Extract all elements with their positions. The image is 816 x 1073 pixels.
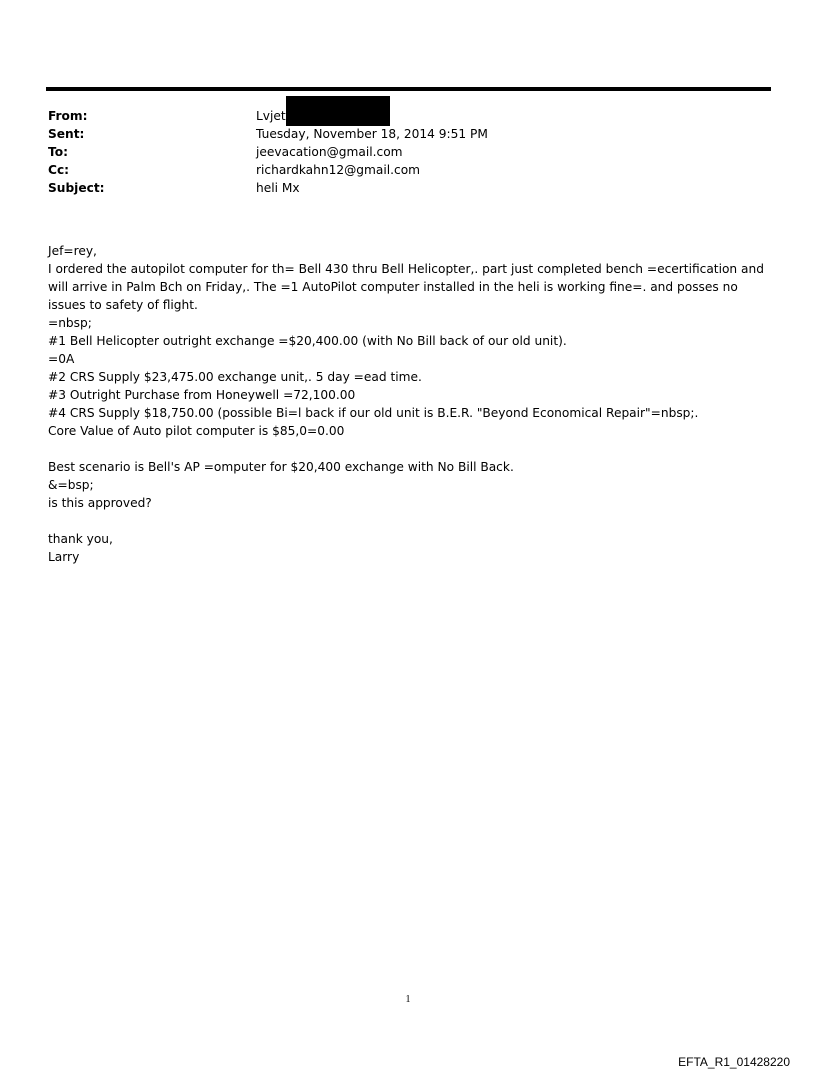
to-label: To: xyxy=(48,145,68,159)
cc-row xyxy=(48,161,768,179)
paragraph-1: I ordered the autopilot computer for th= Bell 430 thru Bell Helicopter,. part just completed bench =ecertification and will arrive in Palm Bch on Friday,. The =1 AutoPilot computer installed in the heli is working fine=. and posses no issues to safety of flight. xyxy=(48,262,764,312)
core-value: Core Value of Auto pilot computer is $85,0=0.00 xyxy=(48,424,345,438)
blank-line xyxy=(48,512,776,530)
email-header xyxy=(0,0,816,200)
approval-question: is this approved? xyxy=(48,496,152,510)
nbsp-line: =nbsp; xyxy=(48,316,92,330)
from-label: From: xyxy=(48,109,88,123)
from-sender: Lvjet xyxy=(256,109,286,123)
sent-label: Sent: xyxy=(48,127,85,141)
greeting: Jef=rey, xyxy=(48,244,97,258)
email-body xyxy=(48,242,776,566)
redaction-box xyxy=(286,96,390,126)
cc-value: richardkahn12@gmail.com xyxy=(256,163,421,177)
bsp-line: &=bsp; xyxy=(48,478,94,492)
option-3: #3 Outright Purchase from Honeywell =72,100.00 xyxy=(48,388,356,402)
cc-label: Cc: xyxy=(48,163,70,177)
option-2: #2 CRS Supply $23,475.00 exchange unit,. 5 day =ead time. xyxy=(48,370,422,384)
zero-a-line: =0A xyxy=(48,352,75,366)
signature: Larry xyxy=(48,550,80,564)
subject-row xyxy=(48,179,768,197)
sent-row xyxy=(48,125,768,143)
best-scenario: Best scenario is Bell's AP =omputer for $20,400 exchange with No Bill Back. xyxy=(48,460,514,474)
subject-label: Subject: xyxy=(48,181,105,195)
document-reference: EFTA_R1_01428220 xyxy=(678,1055,790,1069)
page-number: 1 xyxy=(405,994,411,1005)
from-row xyxy=(48,107,768,125)
closing: thank you, xyxy=(48,532,113,546)
option-4: #4 CRS Supply $18,750.00 (possible Bi=l back if our old unit is B.E.R. "Beyond Economical Repair"=nbsp;. xyxy=(48,406,699,420)
subject-value: heli Mx xyxy=(256,181,300,195)
to-row xyxy=(48,143,768,161)
from-value xyxy=(256,107,286,125)
blank-line xyxy=(48,440,776,458)
option-1: #1 Bell Helicopter outright exchange =$20,400.00 (with No Bill back of our old unit). xyxy=(48,334,567,348)
sent-value: Tuesday, November 18, 2014 9:51 PM xyxy=(256,127,488,141)
to-value: jeevacation@gmail.com xyxy=(256,145,403,159)
